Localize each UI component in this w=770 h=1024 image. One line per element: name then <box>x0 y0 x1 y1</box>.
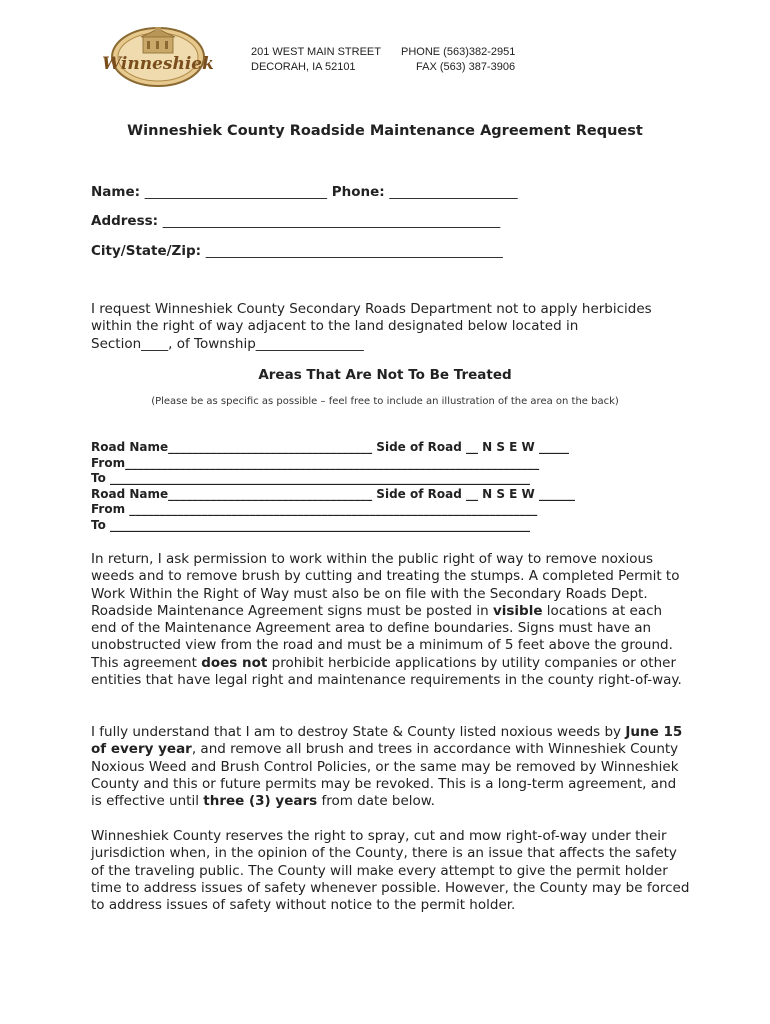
road-row-1-to[interactable]: To ______________________________________________________________________ <box>91 471 531 485</box>
document-title: Winneshiek County Roadside Maintenance Agreement Request <box>127 123 643 139</box>
contact-block <box>401 45 515 75</box>
areas-note: (Please be as specific as possible – feel free to include an illustration of the area on the back) <box>151 396 619 407</box>
address-blank[interactable]: __________________________________________________ <box>162 213 501 229</box>
phone-label: Phone: <box>331 184 385 200</box>
city-label: City/State/Zip: <box>91 243 202 259</box>
request-line1: I request Winneshiek County Secondary Roads Department not to apply herbicides <box>91 301 652 317</box>
address-row <box>91 213 500 229</box>
road-row-2-from[interactable]: From ____________________________________________________________________ <box>91 502 538 516</box>
understanding-text-d: from date below. <box>317 793 435 810</box>
logo-text: Winneshiek <box>102 54 214 74</box>
permission-text-a: In return, I ask permission to work within the public right of way to remove noxious weeds and to remove brush by cutting and treating the stumps. A completed Permit to Work Within the Right of Way must also be on file with the Secondary Roads Dept. Roadside Maintenance Agreement signs must be posted in <box>91 551 680 619</box>
city-blank[interactable]: ____________________________________________ <box>205 243 503 259</box>
permission-bold-visible: visible <box>492 602 543 619</box>
permission-text-c: locations at each end of the Maintenance Agreement area to define boundaries. Signs must have an unobstructed view from the road and must be a minimum of 5 feet above the ground. This agreement <box>91 602 673 671</box>
fax-number: FAX (563) 387-3906 <box>416 61 516 73</box>
road-row-1-from[interactable]: From_____________________________________________________________________ <box>91 455 540 470</box>
phone-number: PHONE (563)382-2951 <box>401 46 516 58</box>
request-paragraph <box>91 301 691 353</box>
permission-paragraph <box>91 551 691 689</box>
reservation-paragraph: Winneshiek County reserves the right to spray, cut and mow right-of-way under their jurisdiction when, in the opinion of the County, there is an issue that affects the safety of the traveling public. The County will make every attempt to give the permit holder time to address issues of safety whenever possible. However, the County may be forced to address issues of safety without notice to the permit holder. <box>91 828 690 914</box>
request-line2: within the right of way adjacent to the land designated below located in <box>91 318 579 335</box>
address-label: Address: <box>91 213 159 229</box>
understanding-text-c: , and remove all brush and trees in accordance with Winneshiek County Noxious Weed and Brush Control Policies, or the same may be removed by Winneshiek County and this or future permits may be revoked. This is a long-term agreement, and is effective until <box>91 741 679 810</box>
permission-bold-does-not: does not <box>201 654 268 671</box>
address-block <box>251 45 381 75</box>
address-line1: 201 WEST MAIN STREET <box>251 46 381 58</box>
understanding-text-a: I fully understand that I am to destroy State & County listed noxious weeds by <box>91 724 626 740</box>
address-line2: DECORAH, IA 52101 <box>251 61 356 73</box>
name-label: Name: <box>91 184 141 200</box>
understanding-bold-years: three (3) years <box>203 793 318 810</box>
request-line3[interactable]: Section____, of Township________________ <box>91 335 364 352</box>
areas-heading: Areas That Are Not To Be Treated <box>258 367 512 383</box>
understanding-bold-date: June 15 of every year <box>91 724 683 758</box>
road-row-1-name[interactable]: Road Name__________________________________ Side of Road __ N S E W _____ <box>91 440 569 454</box>
road-row-2-to[interactable]: To ______________________________________________________________________ <box>91 517 531 532</box>
road-row-2-name[interactable]: Road Name__________________________________ Side of Road __ N S E W ______ <box>91 486 575 501</box>
name-blank[interactable]: ___________________________ <box>144 184 327 200</box>
understanding-paragraph <box>91 724 691 810</box>
county-logo <box>102 26 214 88</box>
road-rows <box>91 440 575 533</box>
name-phone-row <box>91 184 518 200</box>
phone-blank[interactable]: ___________________ <box>389 184 518 200</box>
city-row <box>91 243 503 259</box>
permission-text-d: prohibit herbicide applications by utility companies or other entities that have legal right and maintenance requirements in the county right-of-way. <box>91 654 682 689</box>
